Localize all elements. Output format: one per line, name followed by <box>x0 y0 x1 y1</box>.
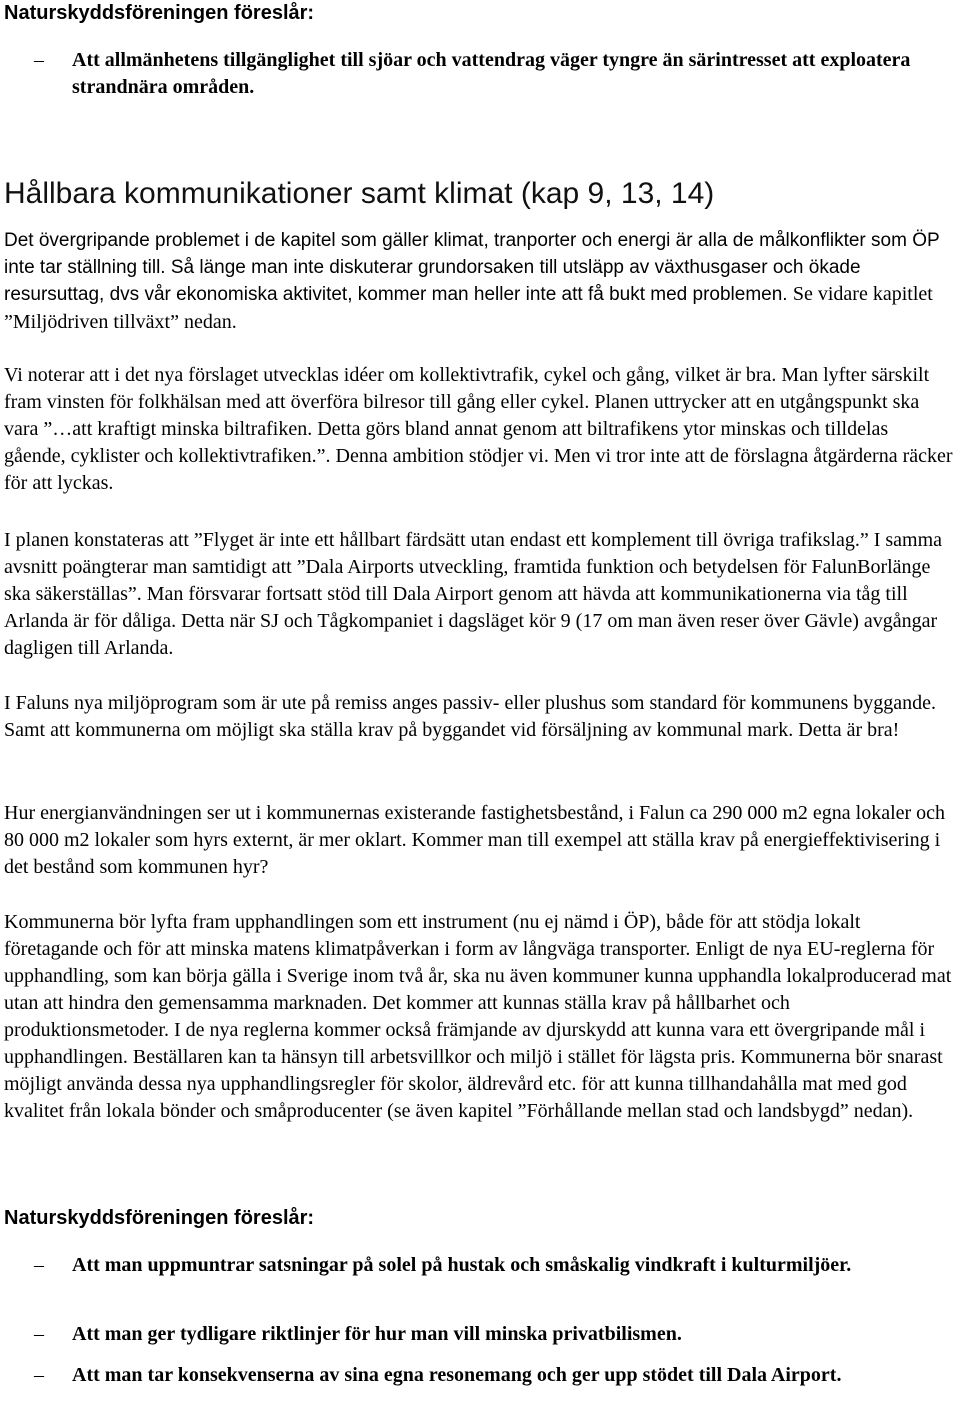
intro-serif-text: Se vidare kapitlet ”Miljödriven tillväxt” nedan. <box>4 283 933 333</box>
paragraph-flyget: I planen konstateras att ”Flyget är inte ett hållbart färdsätt utan endast ett komplement till övriga trafikslag.” I samma avsnitt poängterar man samtidigt att ”Dala Airports utveckling, framtida funktion och betydelsen för FalunBorlänge ska säkerställas”. Man försvarar fortsatt stöd till Dala Airport genom att hävda att kommunikationerna via tåg till Arlanda är för dåliga. Detta när SJ och Tågkompaniet i dagsläget kör 9 (17 om man även reser över Gävle) avgångar dagligen till Arlanda. <box>4 529 943 659</box>
paragraph-kollektivtrafik: Vi noterar att i det nya förslaget utvecklas idéer om kollektivtrafik, cykel och gång, vilket är bra. Man lyfter särskilt fram vinsten för folkhälsan med att överföra bilresor till gång eller cykel. Planen uttrycker att en utgångspunkt ska vara ”…att kraftigt minska biltrafiken. Detta görs bland annat genom att biltrafikens ytor minskas och tilldelas gående, cyklister och kollektivtrafiken.”. Denna ambition stödjer vi. Men vi tror inte att de förslagna åtgärderna räcker för att lyckas. <box>4 364 953 494</box>
bottom-proposal-heading: Naturskyddsföreningen föreslår: <box>4 1207 315 1229</box>
intro-sans-text: Det övergripande problemet i de kapitel som gäller klimat, tranporter och energi är alla de målkonflikter som ÖP inte tar ställning till. Så länge man inte diskuterar grundorsaken till utsläpp av växthusgaser och ökade resursuttag, dvs vår ekonomiska aktivitet, kommer man heller inte att få bukt med problemen. <box>4 230 940 306</box>
bullet-dash: – <box>34 49 44 71</box>
bullet-text: Att man tar konsekvenserna av sina egna resonemang och ger upp stödet till Dala Airport. <box>72 1364 842 1386</box>
bullet-dash: – <box>34 1254 44 1276</box>
paragraph-energianvandning: Hur energianvändningen ser ut i kommunernas existerande fastighetsbestånd, i Falun ca 290 000 m2 egna lokaler och 80 000 m2 lokaler som hyrs externt, är mer oklart. Kommer man till exempel att ställa krav på energieffektivisering i det bestånd som kommunen hyr? <box>4 802 946 878</box>
bullet-dash: – <box>34 1323 44 1345</box>
bullet-text: Att man ger tydligare riktlinjer för hur man vill minska privatbilismen. <box>72 1323 682 1345</box>
top-proposal-heading: Naturskyddsföreningen föreslår: <box>4 2 315 24</box>
bottom-bullet-item <box>4 1252 954 1279</box>
bottom-bullet-item <box>4 1362 954 1389</box>
bullet-text: Att man uppmuntrar satsningar på solel på hustak och småskalig vindkraft i kulturmiljöer. <box>72 1254 852 1276</box>
top-bullet-item <box>4 47 954 101</box>
paragraph-upphandling: Kommunerna bör lyfta fram upphandlingen som ett instrument (nu ej nämd i ÖP), både för att stödja lokalt företagande och för att minska matens klimatpåverkan i form av långväga transporter. Enligt de nya EU-reglerna för upphandling, som kan börja gälla i Sverige inom två år, ska nu även kommuner kunna upphandla lokalproducerad mat utan att hindra den gemensamma marknaden. Det kommer att kunnas ställa krav på hållbarhet och produktionsmetoder. I de nya reglerna kommer också främjande av djurskydd att kunna vara ett övergripande mål i upphandlingen. Beställaren kan ta hänsyn till arbetsvillkor och miljö i stället för lägsta pris. Kommunerna bör snarast möjligt använda dessa nya upphandlingsregler för skolor, äldrevård etc. för att kunna tillhandahålla mat med god kvalitet från lokala bönder och småproducenter (se även kapitel ”Förhållande mellan stad och landsbygd” nedan). <box>4 911 952 1122</box>
bottom-bullet-item <box>4 1321 954 1348</box>
bullet-dash: – <box>34 1364 44 1386</box>
bullet-text: Att allmänhetens tillgänglighet till sjöar och vattendrag väger tyngre än särintresset att exploatera strandnära områden. <box>72 49 911 98</box>
section-title: Hållbara kommunikationer samt klimat (kap 9, 13, 14) <box>4 177 715 210</box>
intro-paragraph <box>4 228 954 336</box>
paragraph-miljoprogram: I Faluns nya miljöprogram som är ute på remiss anges passiv- eller plushus som standard för kommunens byggande. Samt att kommunerna om möjligt ska ställa krav på byggandet vid försäljning av kommunal mark. Detta är bra! <box>4 692 937 741</box>
